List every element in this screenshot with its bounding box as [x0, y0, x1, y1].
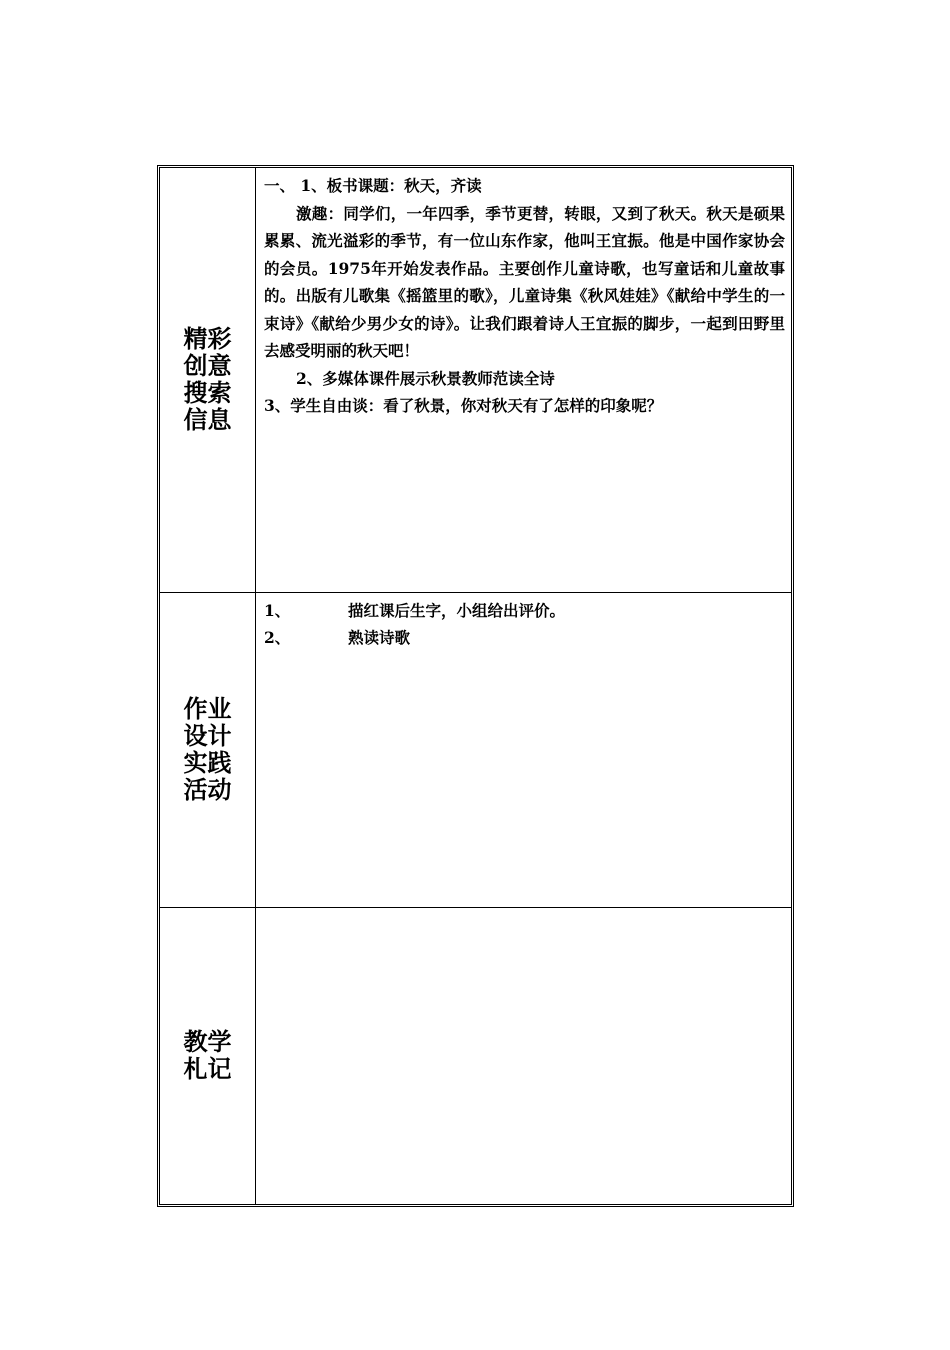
intro-paragraph: 激趣：同学们，一年四季，季节更替，转眼，又到了秋天。秋天是硕果累累、流光溢彩的季节，有一位山东作家，他叫王宜振。他是中国作家协会的会员。1975年开始发表作品。主要创作儿童诗歌，也写童话和儿童故事的。出版有儿歌集《摇篮里的歌》，儿童诗集《秋风娃娃》《献给中学生的一束诗》《献给少男少女的诗》。让我们跟着诗人王宜振的脚步，一起到田野里去感受明丽的秋天吧！: [264, 203, 785, 360]
row-label-creative-search: 精彩创意搜索信息: [183, 325, 232, 434]
step-1-line: 一、 1、板书课题：秋天，齐读: [264, 176, 482, 195]
table-row-creative-search: [160, 168, 791, 593]
row-label-teaching-notes: 教学札记: [183, 1028, 232, 1083]
row-content-cell: [256, 593, 791, 907]
step-3-line: 3、学生自由谈：看了秋景，你对秋天有了怎样的印象呢？: [264, 396, 663, 415]
homework-item-text: 熟读诗歌: [348, 628, 411, 647]
row-content-cell-empty: [256, 908, 791, 1204]
row-label-homework: 作业设计实践活动: [183, 695, 232, 804]
lesson-plan-table: [157, 165, 794, 1207]
row-label-cell: [160, 908, 256, 1204]
homework-item-number: 2、: [264, 628, 291, 647]
homework-item-number: 1、: [264, 601, 291, 620]
step-2-line: 2、多媒体课件展示秋景教师范读全诗: [296, 368, 555, 388]
row-content-cell: [256, 168, 791, 592]
homework-item-text: 描红课后生字，小组给出评价。: [348, 601, 566, 620]
homework-item: [264, 624, 785, 651]
row-label-cell: [160, 168, 256, 592]
homework-item: [264, 597, 785, 624]
table-row-homework: [160, 593, 791, 908]
table-row-teaching-notes: [160, 908, 791, 1204]
row-label-cell: [160, 593, 256, 907]
